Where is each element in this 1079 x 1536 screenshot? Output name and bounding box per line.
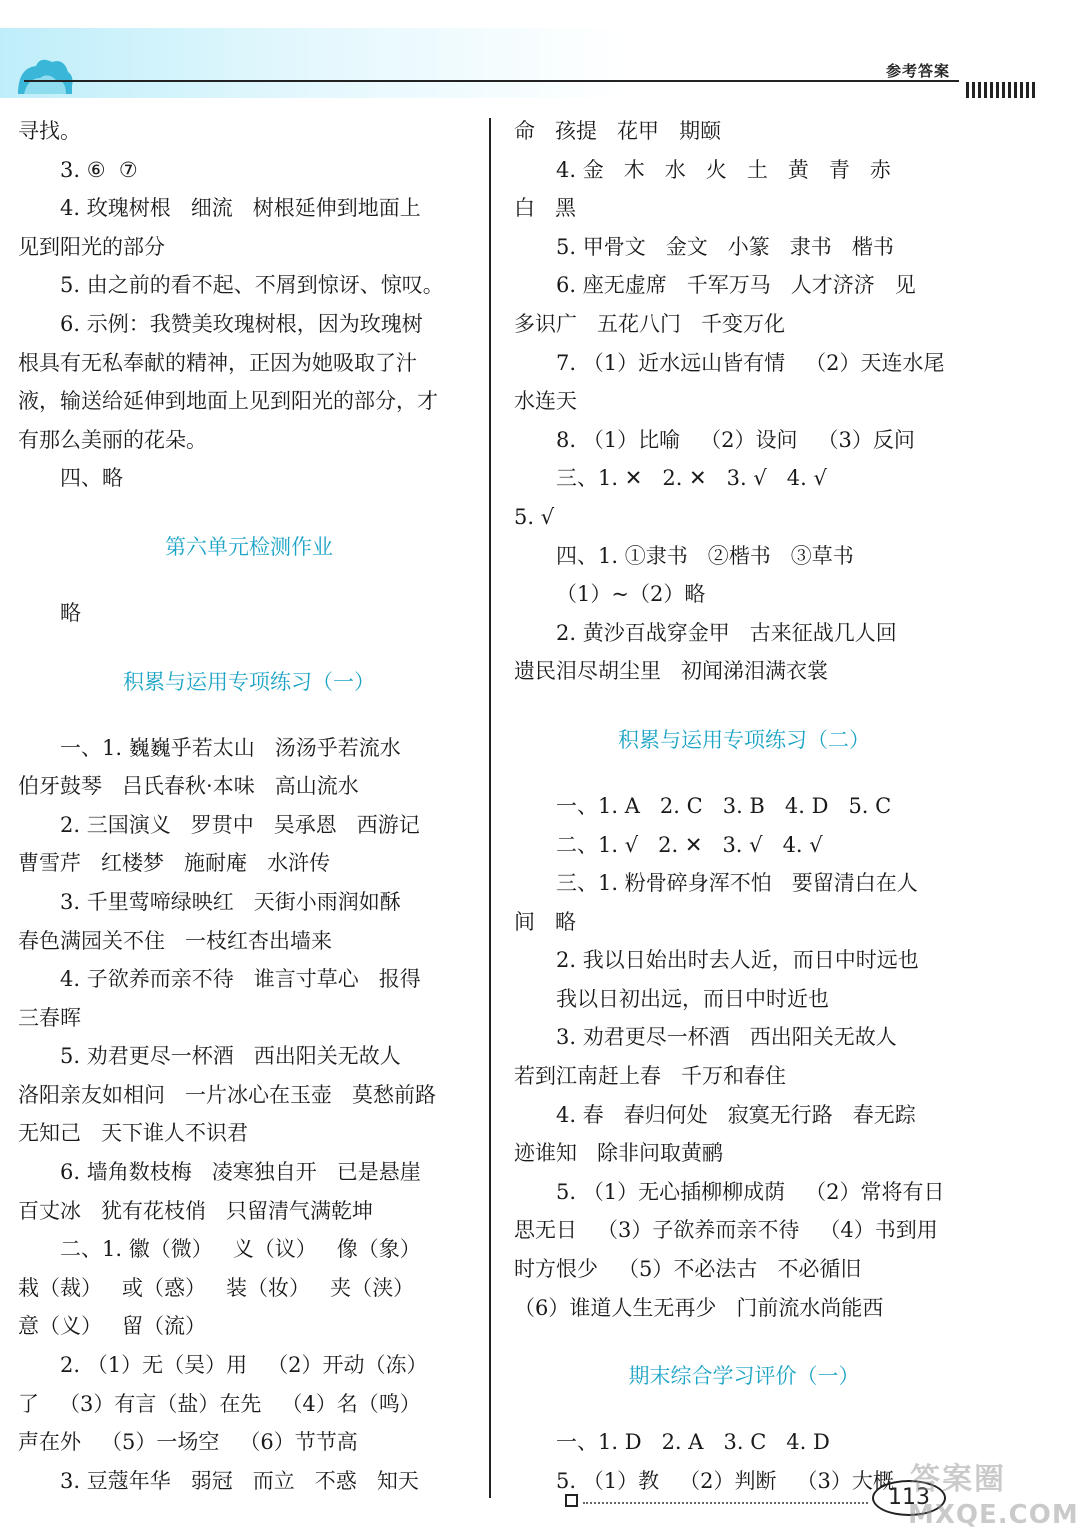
answer-line: 6. 墙角数枝梅 凌寒独自开 已是悬崖 [60, 1160, 421, 1185]
watermark [900, 1454, 1079, 1536]
answer-line: 见到阳光的部分 [18, 234, 165, 259]
answer-line: 多识广 五花八门 千变万化 [514, 311, 786, 336]
answer-line: 间 略 [514, 909, 577, 934]
watermark-logo-text: 答案圈 [910, 1462, 1006, 1497]
answer-line: （6）谁道人生无再少 门前流水尚能西 [514, 1295, 884, 1320]
answer-line: 寻找。 [18, 119, 81, 143]
answer-line: 栽（裁） 或（惑） 装（妆） 夹（浃） [18, 1275, 415, 1300]
answer-line: 5. 甲骨文 金文 小篆 隶书 楷书 [556, 234, 894, 259]
footer-square-icon [565, 1494, 578, 1507]
answer-line: 2. 黄沙百战穿金甲 古来征战几人回 [556, 620, 897, 645]
answer-line: 遗民泪尽胡尘里 初闻涕泪满衣裳 [514, 659, 829, 684]
footer-dotted-rule [583, 1502, 868, 1504]
answer-line: 4. 金 木 水 火 土 黄 青 赤 [556, 157, 891, 182]
answer-line: 水连天 [514, 389, 577, 414]
answer-line: 3. 千里莺啼绿映红 天街小雨润如酥 [60, 889, 401, 914]
section-gap [18, 498, 480, 518]
watermark-url: MXQE.COM [908, 1500, 1079, 1530]
answer-line: 四、1. ①隶书 ②楷书 ③草书 [556, 543, 854, 568]
answer-line: 6. 示例：我赞美玫瑰树根，因为玫瑰树 [60, 311, 423, 336]
answer-line: （1）~（2）略 [556, 582, 706, 607]
cloud-logo-icon [14, 54, 74, 98]
section-gap [18, 633, 480, 653]
answer-line: 6. 座无虚席 千军万马 人才济济 见 [556, 273, 916, 298]
section-spacer [514, 769, 974, 787]
answer-line: 四、略 [60, 466, 123, 491]
answer-line: 百丈冰 犹有花枝俏 只留清气满乾坤 [18, 1198, 374, 1223]
answer-line: 2. 三国演义 罗贯中 吴承恩 西游记 [60, 812, 420, 837]
answer-line: 二、1. 徽（微） 义（议） 像（象） [60, 1237, 421, 1262]
answer-line: 有那么美丽的花朵。 [18, 427, 207, 452]
answer-line: 5. √ [514, 504, 555, 529]
answer-line: 3. ⑥ ⑦ [60, 157, 138, 182]
answer-line: 二、1. √ 2. ✕ 3. √ 4. √ [556, 832, 823, 857]
answer-line: 我以日初出远，而日中时近也 [556, 986, 829, 1011]
section-heading: 积累与运用专项练习（二） [618, 727, 870, 752]
answer-line: 略 [60, 600, 81, 625]
answer-line: 3. 劝君更尽一杯酒 西出阳关无故人 [556, 1025, 897, 1050]
answer-line: 声在外 （5）一场空 （6）节节高 [18, 1430, 358, 1455]
left-answer-column [18, 112, 480, 1500]
section-gap [514, 1327, 974, 1347]
answer-line: 思无日 （3）子欲养而亲不待 （4）书到用 [514, 1218, 938, 1243]
section-heading: 期末综合学习评价（一） [628, 1364, 860, 1389]
page-number: 113 [872, 1480, 946, 1516]
answer-line: 2. （1）无（吴）用 （2）开动（冻） [60, 1353, 428, 1378]
answer-line: 一、1. D 2. A 3. C 4. D [556, 1430, 830, 1455]
answer-line: 若到江南赶上春 千万和春住 [514, 1064, 787, 1089]
answer-line: 一、1. A 2. C 3. B 4. D 5. C [556, 793, 892, 818]
answer-line: 无知己 天下谁人不识君 [18, 1121, 249, 1146]
header-label: 参考答案 [886, 62, 951, 80]
answer-line: 迹谁知 除非问取黄鹂 [514, 1141, 724, 1166]
answer-line: 液，输送给延伸到地面上见到阳光的部分，才 [18, 389, 438, 414]
answer-line: 了 （3）有言（盐）在先 （4）名（鸣） [18, 1391, 421, 1416]
answer-line: 曹雪芹 红楼梦 施耐庵 水浒传 [18, 851, 331, 876]
answer-line: 命 孩提 花甲 期颐 [514, 119, 722, 143]
answer-line: 5. （1）教 （2）判断 （3）大概 [556, 1468, 894, 1493]
answer-line: 时方恨少 （5）不必法古 不必循旧 [514, 1257, 862, 1282]
section-spacer [18, 711, 480, 729]
answer-line: 5. 劝君更尽一杯酒 西出阳关无故人 [60, 1044, 401, 1069]
section-gap [514, 691, 974, 711]
answer-line: 4. 玫瑰树根 细流 树根延伸到地面上 [60, 196, 421, 221]
answer-line: 根具有无私奉献的精神，正因为她吸取了汁 [18, 350, 417, 375]
answer-line: 三、1. ✕ 2. ✕ 3. √ 4. √ [556, 466, 827, 491]
answer-line: 一、1. 巍巍乎若太山 汤汤乎若流水 [60, 735, 401, 760]
section-spacer [514, 1405, 974, 1423]
answer-line: 洛阳亲友如相问 一片冰心在玉壶 莫愁前路 [18, 1082, 437, 1107]
right-answer-column [514, 112, 974, 1500]
answer-line: 3. 豆蔻年华 弱冠 而立 不惑 知天 [60, 1468, 419, 1493]
answer-line: 三春晖 [18, 1005, 81, 1030]
answer-line: 白 黑 [514, 196, 577, 221]
answer-line: 伯牙鼓琴 吕氏春秋·本味 高山流水 [18, 774, 359, 799]
answer-line: 8. （1）比喻 （2）设问 （3）反问 [556, 427, 915, 452]
section-spacer [18, 576, 480, 594]
answer-line: 5. 由之前的看不起、不屑到惊讶、惊叹。 [60, 273, 444, 298]
answer-line: 春色满园关不住 一枝红杏出墙来 [18, 928, 333, 953]
header-tick-bars [966, 82, 1035, 98]
answer-line: 2. 我以日始出时去人近，而日中时远也 [556, 948, 919, 973]
answer-line: 三、1. 粉骨碎身浑不怕 要留清白在人 [556, 871, 918, 896]
answer-line: 意（义） 留（流） [18, 1314, 207, 1339]
answer-line: 4. 春 春归何处 寂寞无行路 春无踪 [556, 1102, 916, 1127]
section-heading: 积累与运用专项练习（一） [123, 669, 375, 694]
answer-line: 7. （1）近水远山皆有情 （2）天连水尾 [556, 350, 945, 375]
section-heading: 第六单元检测作业 [165, 534, 333, 559]
column-divider [489, 118, 491, 1498]
answer-line: 5. （1）无心插柳柳成荫 （2）常将有日 [556, 1179, 945, 1204]
header-rule [24, 80, 959, 82]
answer-line: 4. 子欲养而亲不待 谁言寸草心 报得 [60, 967, 421, 992]
